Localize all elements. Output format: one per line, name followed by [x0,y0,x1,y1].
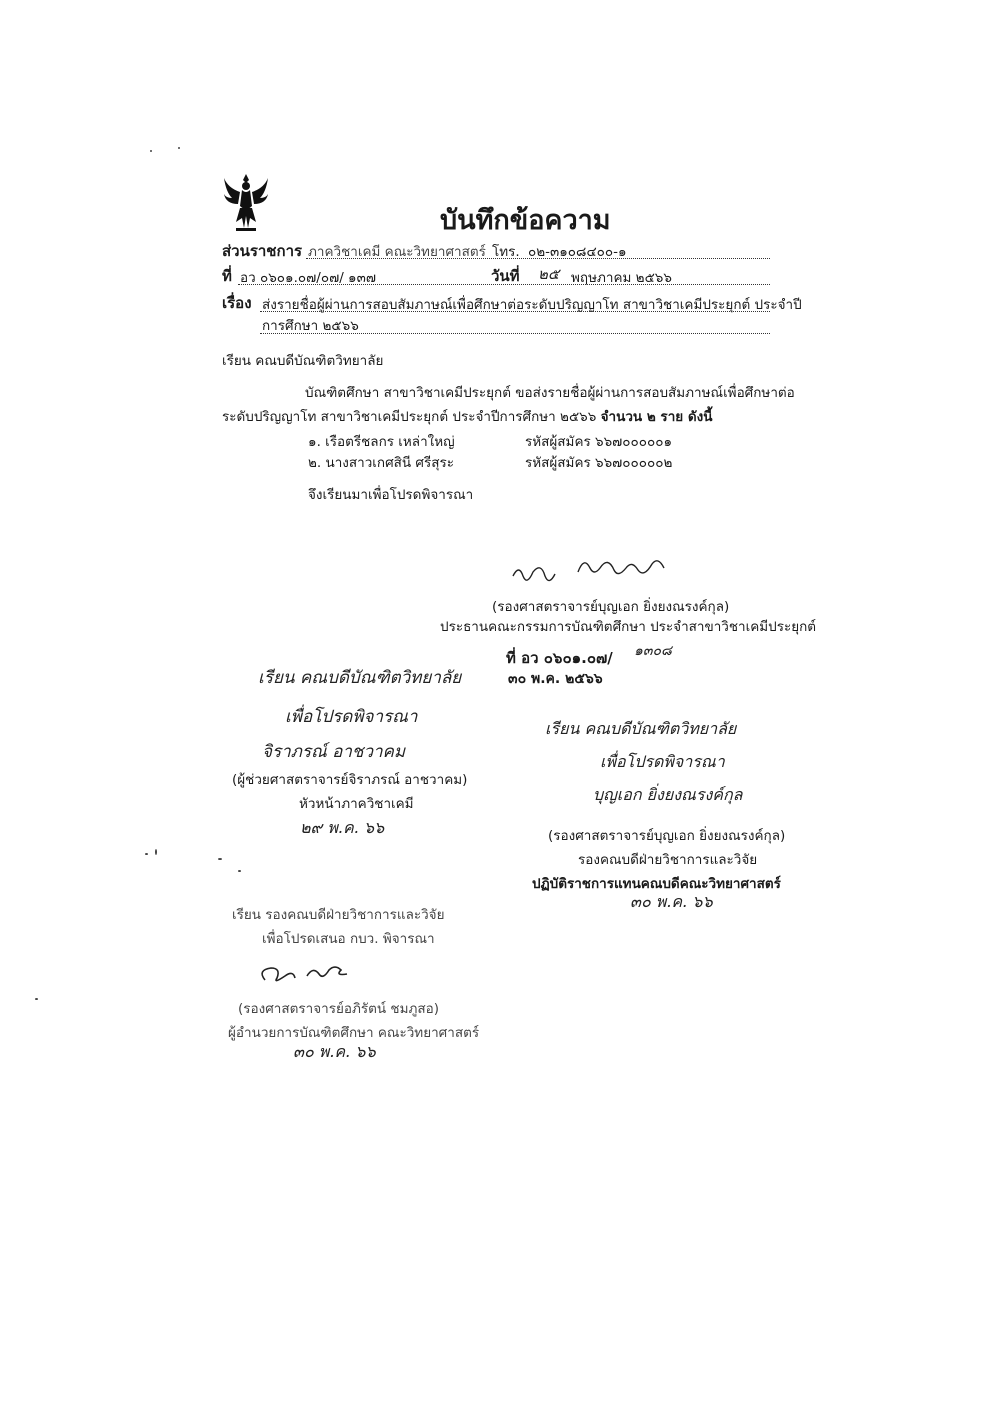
closing-line: จึงเรียนมาเพื่อโปรดพิจารณา [308,487,474,503]
note-bottom-line-1: เรียน รองคณบดีฝ่ายวิชาการและวิจัย [232,907,445,923]
note-right-acting: ปฏิบัติราชการแทนคณบดีคณะวิทยาศาสตร์ [532,876,781,892]
tel-label: โทร. [492,244,520,260]
agency-dotted-line [306,258,770,259]
scan-speck [178,147,180,149]
note-right-line-1: เรียน คณบดีบัณฑิตวิทยาลัย [545,719,737,738]
ref-label: ที่ [222,267,232,285]
agency-value: ภาควิชาเคมี คณะวิทยาศาสตร์ [308,244,486,260]
note-bottom-date: ๓๐ พ.ค. ๖๖ [293,1042,376,1061]
list-item-2-name: ๒. นางสาวเกศสินี ศรีสุระ [308,455,454,471]
ref-value: อว ๐๖๐๑.๐๗/๐๗/ ๑๓๗ [240,270,377,286]
ref-dotted-line [238,284,770,285]
note-right-date: ๓๐ พ.ค. ๖๖ [630,892,713,911]
note-right-position: รองคณบดีฝ่ายวิชาการและวิจัย [578,852,758,868]
scan-speck [155,849,157,855]
note-right-signature: บุญเอก ยิ่งยงณรงค์กุล [593,785,743,804]
subject-line-2: การศึกษา ๒๕๖๖ [262,318,359,334]
date-value: พฤษภาคม ๒๕๖๖ [571,270,672,286]
salutation: เรียน คณบดีบัณฑิตวิทยาลัย [222,353,384,369]
note-bottom-line-2: เพื่อโปรดเสนอ กบว. พิจารณา [262,931,435,947]
tel-value: ๐๒-๓๑๐๘๔๐๐-๑ [528,244,627,260]
signature-bottom-scribble [255,958,365,988]
scan-speck [150,150,152,152]
subject-label: เรื่อง [222,294,252,312]
scan-speck [35,998,38,1000]
list-item-1-code: รหัสผู้สมัคร ๖๖๗๐๐๐๐๐๑ [525,434,673,450]
garuda-emblem-icon [222,172,270,234]
note-right-line-2: เพื่อโปรดพิจารณา [600,752,725,771]
subject-dotted-line-2 [260,333,770,334]
signature-main-scribble [508,552,708,590]
note-left-position: หัวหน้าภาควิชาเคมี [299,796,414,812]
signature-main-position: ประธานคณะกรรมการบัณฑิตศึกษา ประจำสาขาวิชาเคมีประยุกต์ [440,619,817,635]
scan-speck [145,853,148,855]
endorse-ref-handwritten: ๑๓๐๘ [634,643,672,659]
note-right-name: (รองศาสตราจารย์บุญเอก ยิ่งยงณรงค์กุล) [548,828,786,844]
scan-speck [238,870,241,872]
list-item-1-name: ๑. เรือตรีชลกร เหล่าใหญ่ [308,434,455,450]
subject-dotted-line-1 [260,311,770,312]
signature-main-name: (รองศาสตราจารย์บุญเอก ยิ่งยงณรงค์กุล) [492,599,730,615]
note-left-date: ๒๙ พ.ค. ๖๖ [300,818,385,837]
note-left-signature: จิราภรณ์ อาชวาคม [262,742,406,762]
endorse-ref-printed: ที่ อว ๐๖๐๑.๐๗/ [506,649,613,667]
note-left-name: (ผู้ช่วยศาสตราจารย์จิราภรณ์ อาชวาคม) [232,772,468,788]
note-left-line-1: เรียน คณบดีบัณฑิตวิทยาลัย [258,668,462,688]
endorse-date-stamp: ๓๐ พ.ค. ๒๕๖๖ [508,671,603,687]
memo-title: บันทึกข้อความ [440,205,611,236]
date-day-handwritten: ๒๕ [538,265,560,283]
scan-speck [218,858,222,860]
list-item-2-code: รหัสผู้สมัคร ๖๖๗๐๐๐๐๐๒ [525,455,673,471]
agency-label: ส่วนราชการ [222,242,303,260]
note-bottom-position: ผู้อำนวยการบัณฑิตศึกษา คณะวิทยาศาสตร์ [228,1025,480,1041]
body-paragraph-count: จำนวน ๒ ราย ดังนี้ [600,409,713,425]
body-paragraph-line-1: บัณฑิตศึกษา สาขาวิชาเคมีประยุกต์ ขอส่งรายชื่อผู้ผ่านการสอบสัมภาษณ์เพื่อศึกษาต่อ [305,385,795,401]
date-label: วันที่ [491,267,520,285]
note-left-line-2: เพื่อโปรดพิจารณา [285,707,418,727]
body-paragraph-line-2: ระดับปริญญาโท สาขาวิชาเคมีประยุกต์ ประจำปีการศึกษา ๒๕๖๖ [222,409,597,425]
note-bottom-name: (รองศาสตราจารย์อภิรัตน์ ชมภูสอ) [238,1001,439,1017]
subject-line-1: ส่งรายชื่อผู้ผ่านการสอบสัมภาษณ์เพื่อศึกษาต่อระดับปริญญาโท สาขาวิชาเคมีประยุกต์ ประจำปี [262,297,802,313]
